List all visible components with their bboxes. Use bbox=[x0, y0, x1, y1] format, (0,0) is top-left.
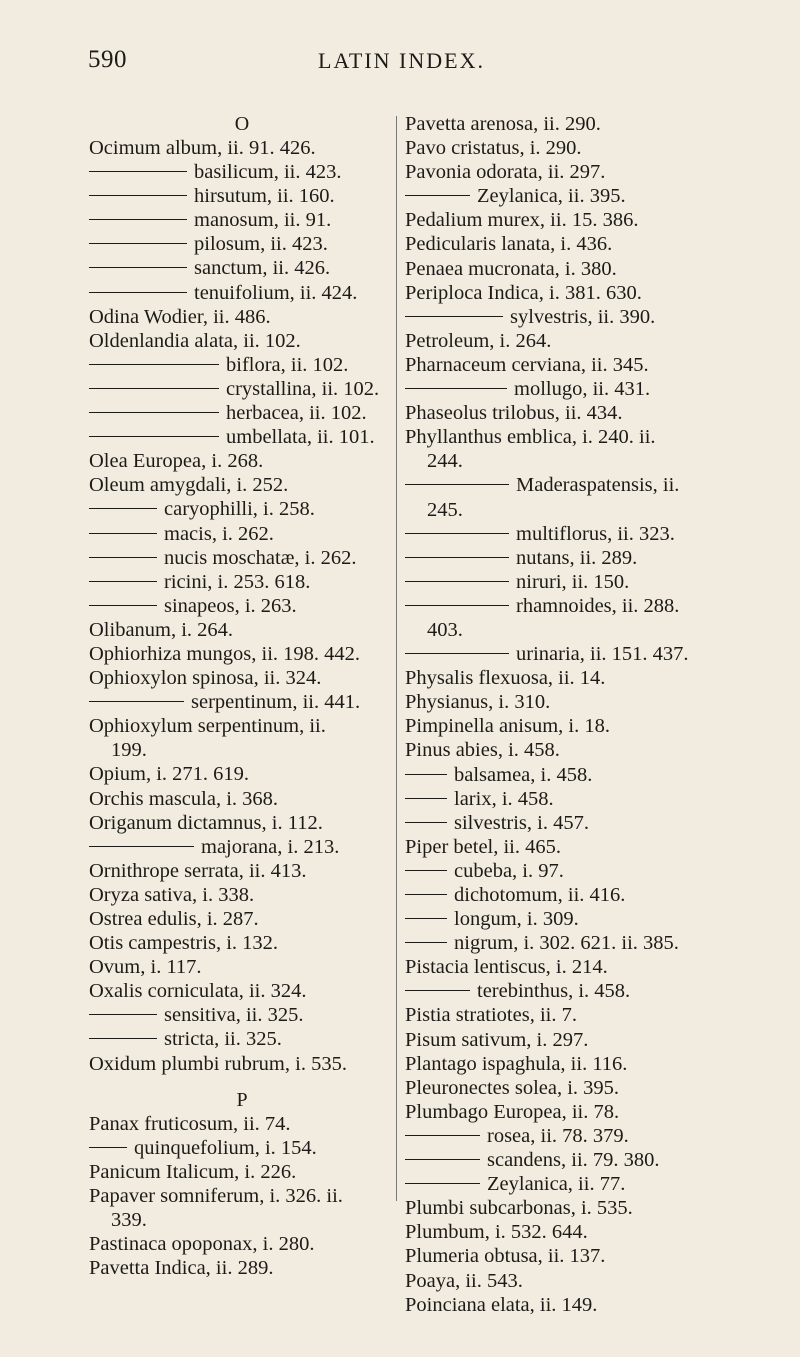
index-entry bbox=[405, 955, 723, 979]
entry-text: scandens, ii. 79. 380. bbox=[487, 1149, 660, 1172]
entry-text: mollugo, ii. 431. bbox=[514, 378, 651, 401]
entry-text: Ophiorhiza mungos, ii. 198. 442. bbox=[89, 642, 361, 665]
index-subentry bbox=[405, 931, 723, 955]
index-entry bbox=[405, 1293, 723, 1317]
index-subentry bbox=[89, 232, 395, 256]
entry-text: cubeba, i. 97. bbox=[454, 859, 564, 882]
entry-text: Papaver somniferum, i. 326. ii. bbox=[89, 1184, 343, 1207]
entry-text: macis, i. 262. bbox=[164, 522, 274, 545]
index-subentry bbox=[89, 546, 395, 570]
index-subentry bbox=[405, 522, 723, 546]
index-entry-continuation: 245. bbox=[427, 498, 463, 521]
entry-text: Oxidum plumbi rubrum, i. 535. bbox=[89, 1052, 347, 1075]
entry-text: Ocimum album, ii. 91. 426. bbox=[89, 137, 316, 159]
index-entry bbox=[89, 618, 395, 642]
right-column bbox=[405, 112, 723, 1317]
entry-text: Pedicularis lanata, i. 436. bbox=[405, 233, 613, 256]
index-entry bbox=[405, 1076, 723, 1100]
index-entry bbox=[89, 473, 395, 497]
ditto-dash bbox=[405, 195, 470, 196]
ditto-dash bbox=[405, 918, 447, 919]
ditto-dash bbox=[405, 1159, 480, 1160]
index-entry bbox=[405, 1100, 723, 1124]
entry-text: Maderaspatensis, ii. bbox=[516, 474, 680, 497]
index-entry bbox=[89, 1184, 395, 1208]
entry-text: hirsutum, ii. 160. bbox=[194, 185, 335, 208]
index-subentry bbox=[405, 377, 723, 401]
index-entry bbox=[405, 738, 723, 762]
ditto-dash bbox=[89, 243, 187, 244]
entry-text: Oldenlandia alata, ii. 102. bbox=[89, 329, 301, 352]
entry-text: Penaea mucronata, i. 380. bbox=[405, 257, 617, 280]
index-entry bbox=[405, 1003, 723, 1027]
index-entry bbox=[89, 1160, 395, 1184]
index-subentry bbox=[89, 1003, 395, 1027]
index-subentry bbox=[405, 546, 723, 570]
entry-text: Poinciana elata, ii. 149. bbox=[405, 1293, 598, 1316]
entry-text: rhamnoides, ii. 288. bbox=[516, 594, 680, 617]
entry-text: caryophilli, i. 258. bbox=[164, 498, 315, 521]
entry-text: Periploca Indica, i. 381. 630. bbox=[405, 281, 642, 304]
index-subentry bbox=[89, 594, 395, 618]
entry-text: biflora, ii. 102. bbox=[226, 353, 349, 376]
entry-text: Phyllanthus emblica, i. 240. ii. bbox=[405, 426, 656, 449]
index-entry bbox=[405, 425, 723, 449]
entry-text: Oleum amygdali, i. 252. bbox=[89, 474, 289, 497]
ditto-dash bbox=[89, 292, 187, 293]
entry-text: crystallina, ii. 102. bbox=[226, 377, 380, 400]
index-subentry bbox=[89, 184, 395, 208]
entry-text: Opium, i. 271. 619. bbox=[89, 763, 250, 786]
index-entry bbox=[405, 666, 723, 690]
entry-text: Origanum dictamnus, i. 112. bbox=[89, 811, 323, 834]
entry-text: Poaya, ii. 543. bbox=[405, 1269, 523, 1292]
ditto-dash bbox=[89, 533, 157, 534]
index-subentry bbox=[405, 883, 723, 907]
entry-text: Pistia stratiotes, ii. 7. bbox=[405, 1004, 577, 1027]
index-entry bbox=[405, 257, 723, 281]
entry-text: Physianus, i. 310. bbox=[405, 691, 551, 714]
index-entry bbox=[405, 835, 723, 859]
index-entry bbox=[89, 811, 395, 835]
index-entry bbox=[405, 1196, 723, 1220]
index-entry bbox=[89, 907, 395, 931]
index-subentry bbox=[405, 811, 723, 835]
index-entry bbox=[89, 859, 395, 883]
index-entry bbox=[405, 112, 723, 136]
column-divider bbox=[396, 116, 397, 1201]
entry-text: Plumeria obtusa, ii. 137. bbox=[405, 1245, 606, 1268]
index-entry bbox=[405, 329, 723, 353]
index-subentry bbox=[89, 208, 395, 232]
index-entry bbox=[89, 449, 395, 473]
index-entry bbox=[89, 136, 395, 160]
entry-text: Phaseolus trilobus, ii. 434. bbox=[405, 402, 623, 425]
index-subentry bbox=[405, 594, 723, 618]
entry-text: terebinthus, i. 458. bbox=[477, 980, 631, 1003]
index-subentry bbox=[405, 473, 723, 497]
index-subentry bbox=[89, 353, 395, 377]
index-entry bbox=[89, 1052, 395, 1076]
entry-text: Ornithrope serrata, ii. 413. bbox=[89, 859, 307, 882]
ditto-dash bbox=[89, 1038, 157, 1039]
entry-text: Pavonia odorata, ii. 297. bbox=[405, 161, 606, 184]
ditto-dash bbox=[89, 364, 219, 365]
index-subentry bbox=[405, 305, 723, 329]
ditto-dash bbox=[405, 1183, 480, 1184]
entry-text: Pinus abies, i. 458. bbox=[405, 739, 560, 762]
ditto-dash bbox=[405, 1135, 480, 1136]
index-entry bbox=[405, 208, 723, 232]
ditto-dash bbox=[89, 605, 157, 606]
entry-text: Ophioxylon spinosa, ii. 324. bbox=[89, 667, 322, 690]
ditto-dash bbox=[405, 388, 507, 389]
index-entry-continuation: 339. bbox=[111, 1209, 147, 1232]
entry-text: Zeylanica, ii. 395. bbox=[477, 185, 626, 208]
ditto-dash bbox=[405, 894, 447, 895]
entry-text: larix, i. 458. bbox=[454, 787, 554, 810]
index-entry bbox=[89, 931, 395, 955]
entry-text: Panax fruticosum, ii. 74. bbox=[89, 1112, 291, 1135]
index-entry bbox=[405, 714, 723, 738]
index-entry bbox=[405, 281, 723, 305]
entry-text: Plantago ispaghula, ii. 116. bbox=[405, 1052, 628, 1075]
entry-text: multiflorus, ii. 323. bbox=[516, 522, 675, 545]
index-entry-continuation: 244. bbox=[427, 450, 463, 473]
ditto-dash bbox=[89, 701, 184, 702]
index-entry bbox=[405, 136, 723, 160]
entry-text: Pedalium murex, ii. 15. 386. bbox=[405, 209, 639, 232]
entry-text: Pimpinella anisum, i. 18. bbox=[405, 715, 610, 738]
ditto-dash bbox=[89, 1147, 127, 1148]
entry-text: quinquefolium, i. 154. bbox=[134, 1136, 317, 1159]
index-subentry bbox=[405, 642, 723, 666]
ditto-dash bbox=[89, 557, 157, 558]
entry-text: Ovum, i. 117. bbox=[89, 956, 202, 979]
index-entry bbox=[89, 305, 395, 329]
entry-text: silvestris, i. 457. bbox=[454, 811, 589, 834]
entry-text: balsamea, i. 458. bbox=[454, 763, 593, 786]
entry-text: Olea Europea, i. 268. bbox=[89, 450, 264, 473]
ditto-dash bbox=[405, 990, 470, 991]
index-subentry bbox=[89, 425, 395, 449]
entry-text: tenuifolium, ii. 424. bbox=[194, 281, 358, 304]
index-subentry bbox=[89, 570, 395, 594]
ditto-dash bbox=[89, 412, 219, 413]
entry-text: nutans, ii. 289. bbox=[516, 546, 638, 569]
entry-text: Pistacia lentiscus, i. 214. bbox=[405, 956, 608, 979]
ditto-dash bbox=[405, 581, 509, 582]
index-entry bbox=[89, 1256, 395, 1280]
entry-text: Petroleum, i. 264. bbox=[405, 329, 552, 352]
entry-text: Odina Wodier, ii. 486. bbox=[89, 305, 271, 328]
entry-text: sanctum, ii. 426. bbox=[194, 257, 331, 280]
section-letter: O bbox=[234, 113, 250, 135]
index-entry-continuation: 199. bbox=[111, 739, 147, 762]
index-subentry bbox=[405, 787, 723, 811]
ditto-dash bbox=[405, 557, 509, 558]
entry-text: rosea, ii. 78. 379. bbox=[487, 1124, 629, 1147]
index-subentry bbox=[89, 401, 395, 425]
ditto-dash bbox=[405, 774, 447, 775]
ditto-dash bbox=[89, 508, 157, 509]
index-subentry bbox=[405, 979, 723, 1003]
entry-text: Ostrea edulis, i. 287. bbox=[89, 908, 259, 930]
page-number: 590 bbox=[88, 46, 127, 73]
entry-text: basilicum, ii. 423. bbox=[194, 161, 342, 184]
ditto-dash bbox=[405, 798, 447, 799]
entry-text: ricini, i. 253. 618. bbox=[164, 570, 311, 593]
index-subentry bbox=[89, 377, 395, 401]
ditto-dash bbox=[89, 219, 187, 220]
index-entry bbox=[405, 1028, 723, 1052]
index-entry bbox=[89, 1112, 395, 1136]
entry-text: pilosum, ii. 423. bbox=[194, 233, 328, 256]
entry-text: Piper betel, ii. 465. bbox=[405, 835, 562, 858]
index-entry bbox=[405, 232, 723, 256]
section-letter: P bbox=[236, 1088, 248, 1111]
ditto-dash bbox=[405, 822, 447, 823]
index-subentry bbox=[89, 1027, 395, 1051]
index-entry bbox=[89, 955, 395, 979]
index-subentry bbox=[405, 907, 723, 931]
index-subentry bbox=[89, 160, 395, 184]
index-entry bbox=[89, 883, 395, 907]
index-entry bbox=[89, 666, 395, 690]
ditto-dash bbox=[405, 533, 509, 534]
entry-text: Pavetta arenosa, ii. 290. bbox=[405, 113, 601, 135]
entry-text: Ophioxylum serpentinum, ii. bbox=[89, 715, 326, 738]
entry-text: Oryza sativa, i. 338. bbox=[89, 883, 255, 906]
ditto-dash bbox=[89, 436, 219, 437]
entry-text: Oxalis corniculata, ii. 324. bbox=[89, 980, 307, 1003]
index-entry bbox=[405, 401, 723, 425]
index-subentry bbox=[405, 1148, 723, 1172]
entry-text: Zeylanica, ii. 77. bbox=[487, 1173, 626, 1196]
index-entry bbox=[89, 714, 395, 738]
index-subentry bbox=[89, 281, 395, 305]
index-entry bbox=[89, 1232, 395, 1256]
index-subentry bbox=[405, 763, 723, 787]
index-entry bbox=[405, 690, 723, 714]
index-subentry bbox=[405, 1172, 723, 1196]
entry-text: herbacea, ii. 102. bbox=[226, 402, 367, 425]
entry-text: Plumbum, i. 532. 644. bbox=[405, 1221, 588, 1244]
entry-text: dichotomum, ii. 416. bbox=[454, 884, 626, 906]
index-subentry bbox=[405, 184, 723, 208]
entry-text: Pavetta Indica, ii. 289. bbox=[89, 1257, 274, 1280]
entry-text: umbellata, ii. 101. bbox=[226, 426, 375, 449]
index-subentry bbox=[89, 690, 395, 714]
entry-text: sylvestris, ii. 390. bbox=[510, 305, 656, 328]
entry-text: sinapeos, i. 263. bbox=[164, 594, 297, 617]
index-subentry bbox=[405, 570, 723, 594]
entry-text: niruri, ii. 150. bbox=[516, 570, 630, 593]
ditto-dash bbox=[405, 942, 447, 943]
entry-text: majorana, i. 213. bbox=[201, 835, 340, 858]
entry-text: serpentinum, ii. 441. bbox=[191, 691, 361, 714]
index-entry bbox=[405, 1052, 723, 1076]
section-gap bbox=[89, 1076, 395, 1088]
entry-text: urinaria, ii. 151. 437. bbox=[516, 643, 689, 666]
entry-text: Otis campestris, i. 132. bbox=[89, 932, 279, 955]
index-entry bbox=[89, 762, 395, 786]
index-subentry bbox=[89, 835, 395, 859]
index-subentry bbox=[89, 522, 395, 546]
index-entry bbox=[405, 1244, 723, 1268]
index-subentry bbox=[89, 497, 395, 521]
ditto-dash bbox=[89, 195, 187, 196]
entry-text: sensitiva, ii. 325. bbox=[164, 1004, 304, 1027]
ditto-dash bbox=[89, 1014, 157, 1015]
left-column bbox=[89, 112, 395, 1280]
ditto-dash bbox=[89, 581, 157, 582]
entry-text: Pisum sativum, i. 297. bbox=[405, 1028, 589, 1051]
entry-text: Plumbago Europea, ii. 78. bbox=[405, 1100, 620, 1123]
entry-text: nucis moschatæ, i. 262. bbox=[164, 546, 357, 569]
entry-text: Olibanum, i. 264. bbox=[89, 618, 234, 641]
ditto-dash bbox=[89, 846, 194, 847]
ditto-dash bbox=[405, 316, 503, 317]
entry-text: Pastinaca opoponax, i. 280. bbox=[89, 1233, 315, 1256]
entry-text: Panicum Italicum, i. 226. bbox=[89, 1160, 297, 1183]
index-entry bbox=[89, 329, 395, 353]
index-subentry bbox=[89, 1136, 395, 1160]
entry-text: Plumbi subcarbonas, i. 535. bbox=[405, 1197, 633, 1220]
entry-text: Pharnaceum cerviana, ii. 345. bbox=[405, 353, 649, 376]
entry-text: Pavo cristatus, i. 290. bbox=[405, 137, 582, 160]
ditto-dash bbox=[89, 388, 219, 389]
index-entry-continuation: 403. bbox=[427, 618, 463, 641]
entry-text: nigrum, i. 302. 621. ii. 385. bbox=[454, 932, 679, 955]
index-entry bbox=[405, 353, 723, 377]
index-entry bbox=[405, 1269, 723, 1293]
index-entry bbox=[89, 642, 395, 666]
entry-text: stricta, ii. 325. bbox=[164, 1028, 282, 1051]
entry-text: Pleuronectes solea, i. 395. bbox=[405, 1076, 620, 1099]
ditto-dash bbox=[89, 267, 187, 268]
index-entry bbox=[89, 787, 395, 811]
index-subentry bbox=[405, 1124, 723, 1148]
index-entry bbox=[405, 160, 723, 184]
index-subentry bbox=[89, 256, 395, 280]
index-entry bbox=[89, 979, 395, 1003]
entry-text: longum, i. 309. bbox=[454, 908, 579, 931]
index-subentry bbox=[405, 859, 723, 883]
ditto-dash bbox=[405, 870, 447, 871]
ditto-dash bbox=[405, 484, 509, 485]
ditto-dash bbox=[405, 605, 509, 606]
ditto-dash bbox=[89, 171, 187, 172]
ditto-dash bbox=[405, 653, 509, 654]
running-head: LATIN INDEX. bbox=[318, 48, 485, 73]
entry-text: Orchis mascula, i. 368. bbox=[89, 787, 279, 810]
entry-text: manosum, ii. 91. bbox=[194, 209, 332, 232]
entry-text: Physalis flexuosa, ii. 14. bbox=[405, 667, 606, 690]
index-entry bbox=[405, 1220, 723, 1244]
